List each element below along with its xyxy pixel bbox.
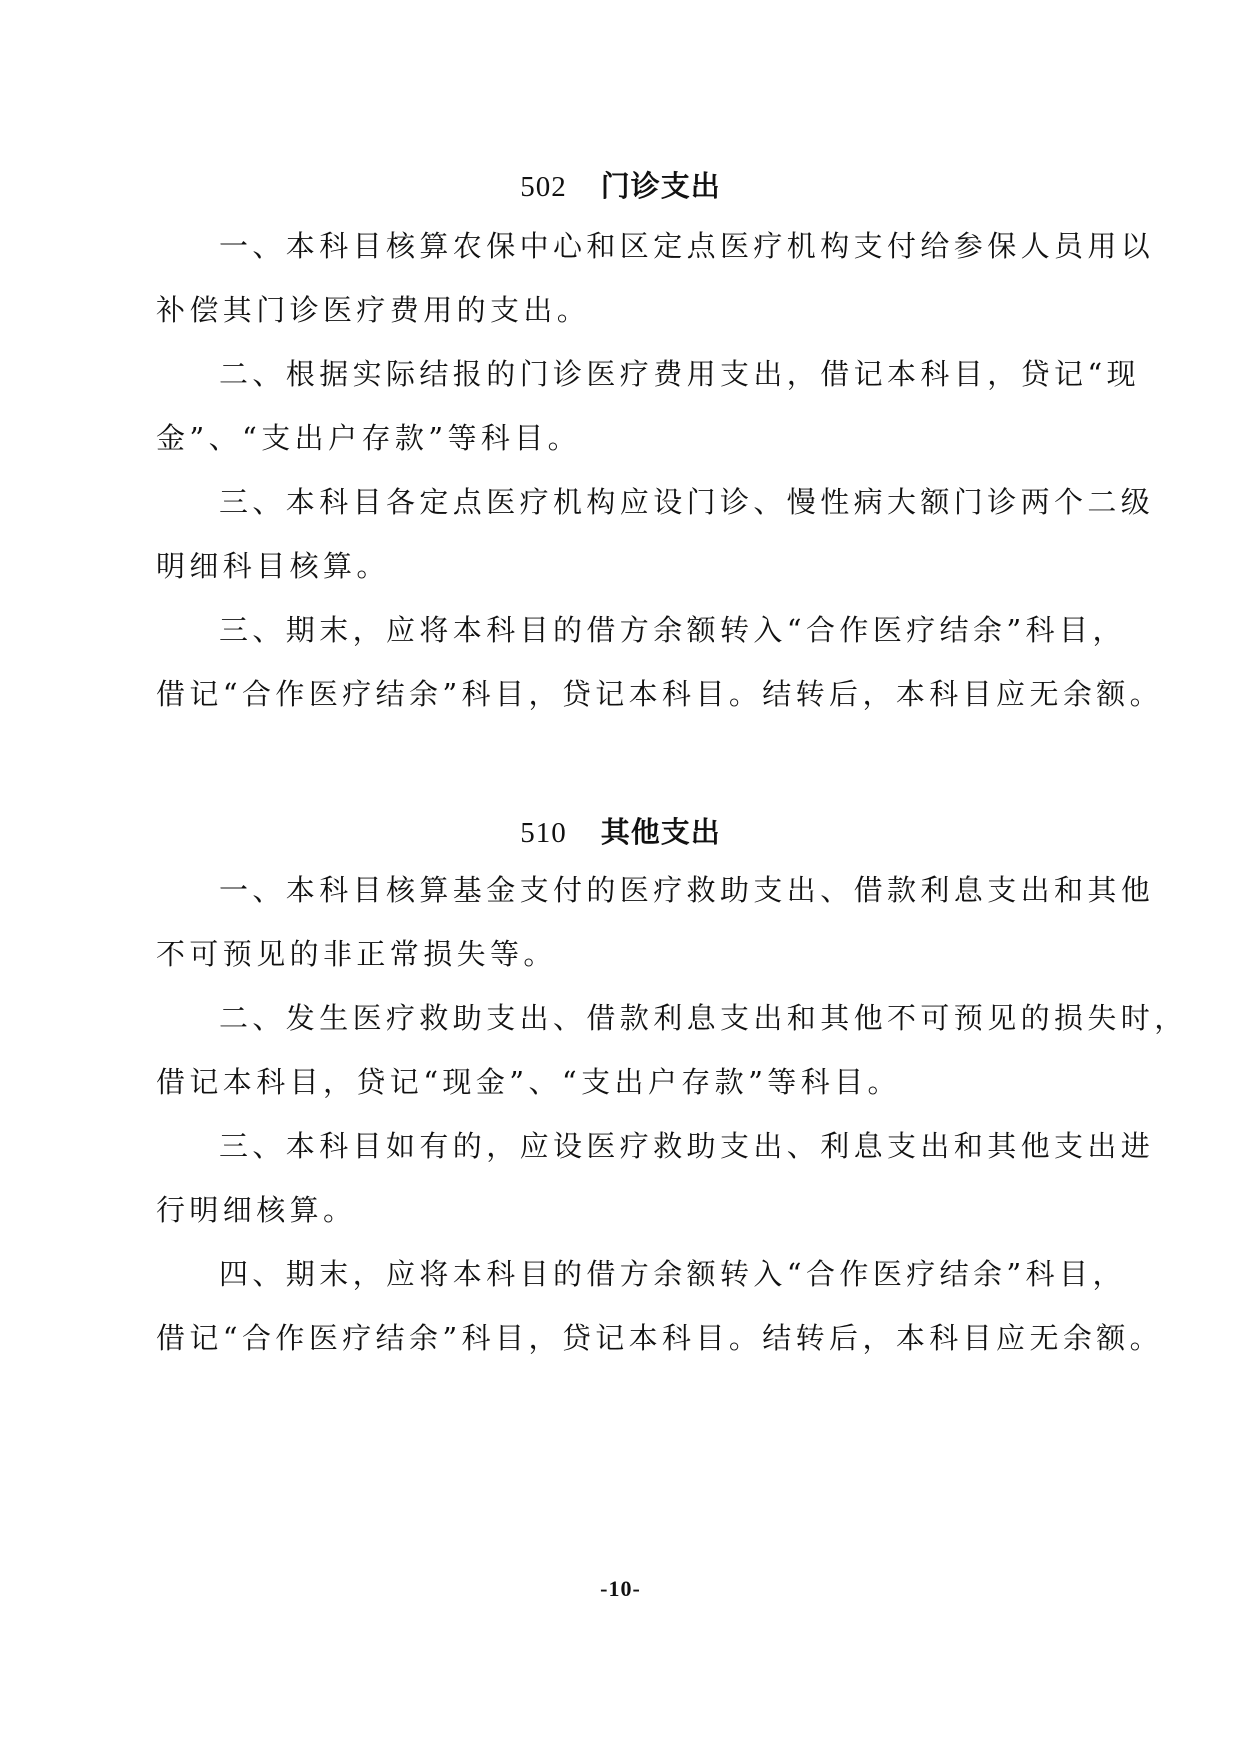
paragraph-line: 不可预见的非正常损失等。 — [156, 937, 557, 971]
page-number: -10- — [600, 1576, 641, 1601]
paragraph-line: 金”、“支出户存款”等科目。 — [156, 421, 582, 455]
section-title: 门诊支出 — [600, 169, 721, 203]
section-code: 510 — [520, 817, 567, 849]
paragraph-line: 明细科目核算。 — [156, 549, 390, 583]
section-heading-502 — [0, 164, 1241, 205]
paragraph-line: 二、根据实际结报的门诊医疗费用支出，借记本科目，贷记“现 — [219, 357, 1141, 391]
paragraph-line: 三、本科目如有的，应设医疗救助支出、利息支出和其他支出进 — [219, 1129, 1155, 1163]
paragraph-line: 二、发生医疗救助支出、借款利息支出和其他不可预见的损失时， — [219, 1001, 1188, 1035]
paragraph-line: 一、本科目核算基金支付的医疗救助支出、借款利息支出和其他 — [219, 873, 1155, 907]
paragraph-line: 三、本科目各定点医疗机构应设门诊、慢性病大额门诊两个二级 — [219, 485, 1155, 519]
section-title: 其他支出 — [600, 815, 721, 849]
paragraph-line: 补偿其门诊医疗费用的支出。 — [156, 293, 591, 327]
paragraph-line: 三、期末，应将本科目的借方余额转入“合作医疗结余”科目， — [219, 613, 1126, 647]
paragraph-line: 借记“合作医疗结余”科目，贷记本科目。结转后，本科目应无余额。 — [156, 1321, 1164, 1355]
paragraph-line: 借记“合作医疗结余”科目，贷记本科目。结转后，本科目应无余额。 — [156, 677, 1164, 711]
paragraph-line: 一、本科目核算农保中心和区定点医疗机构支付给参保人员用以 — [219, 229, 1155, 263]
section-heading-510 — [0, 810, 1241, 851]
paragraph-line: 四、期末，应将本科目的借方余额转入“合作医疗结余”科目， — [219, 1257, 1126, 1291]
paragraph-line: 行明细核算。 — [156, 1193, 357, 1227]
paragraph-line: 借记本科目，贷记“现金”、“支出户存款”等科目。 — [156, 1065, 901, 1099]
section-code: 502 — [520, 171, 567, 203]
